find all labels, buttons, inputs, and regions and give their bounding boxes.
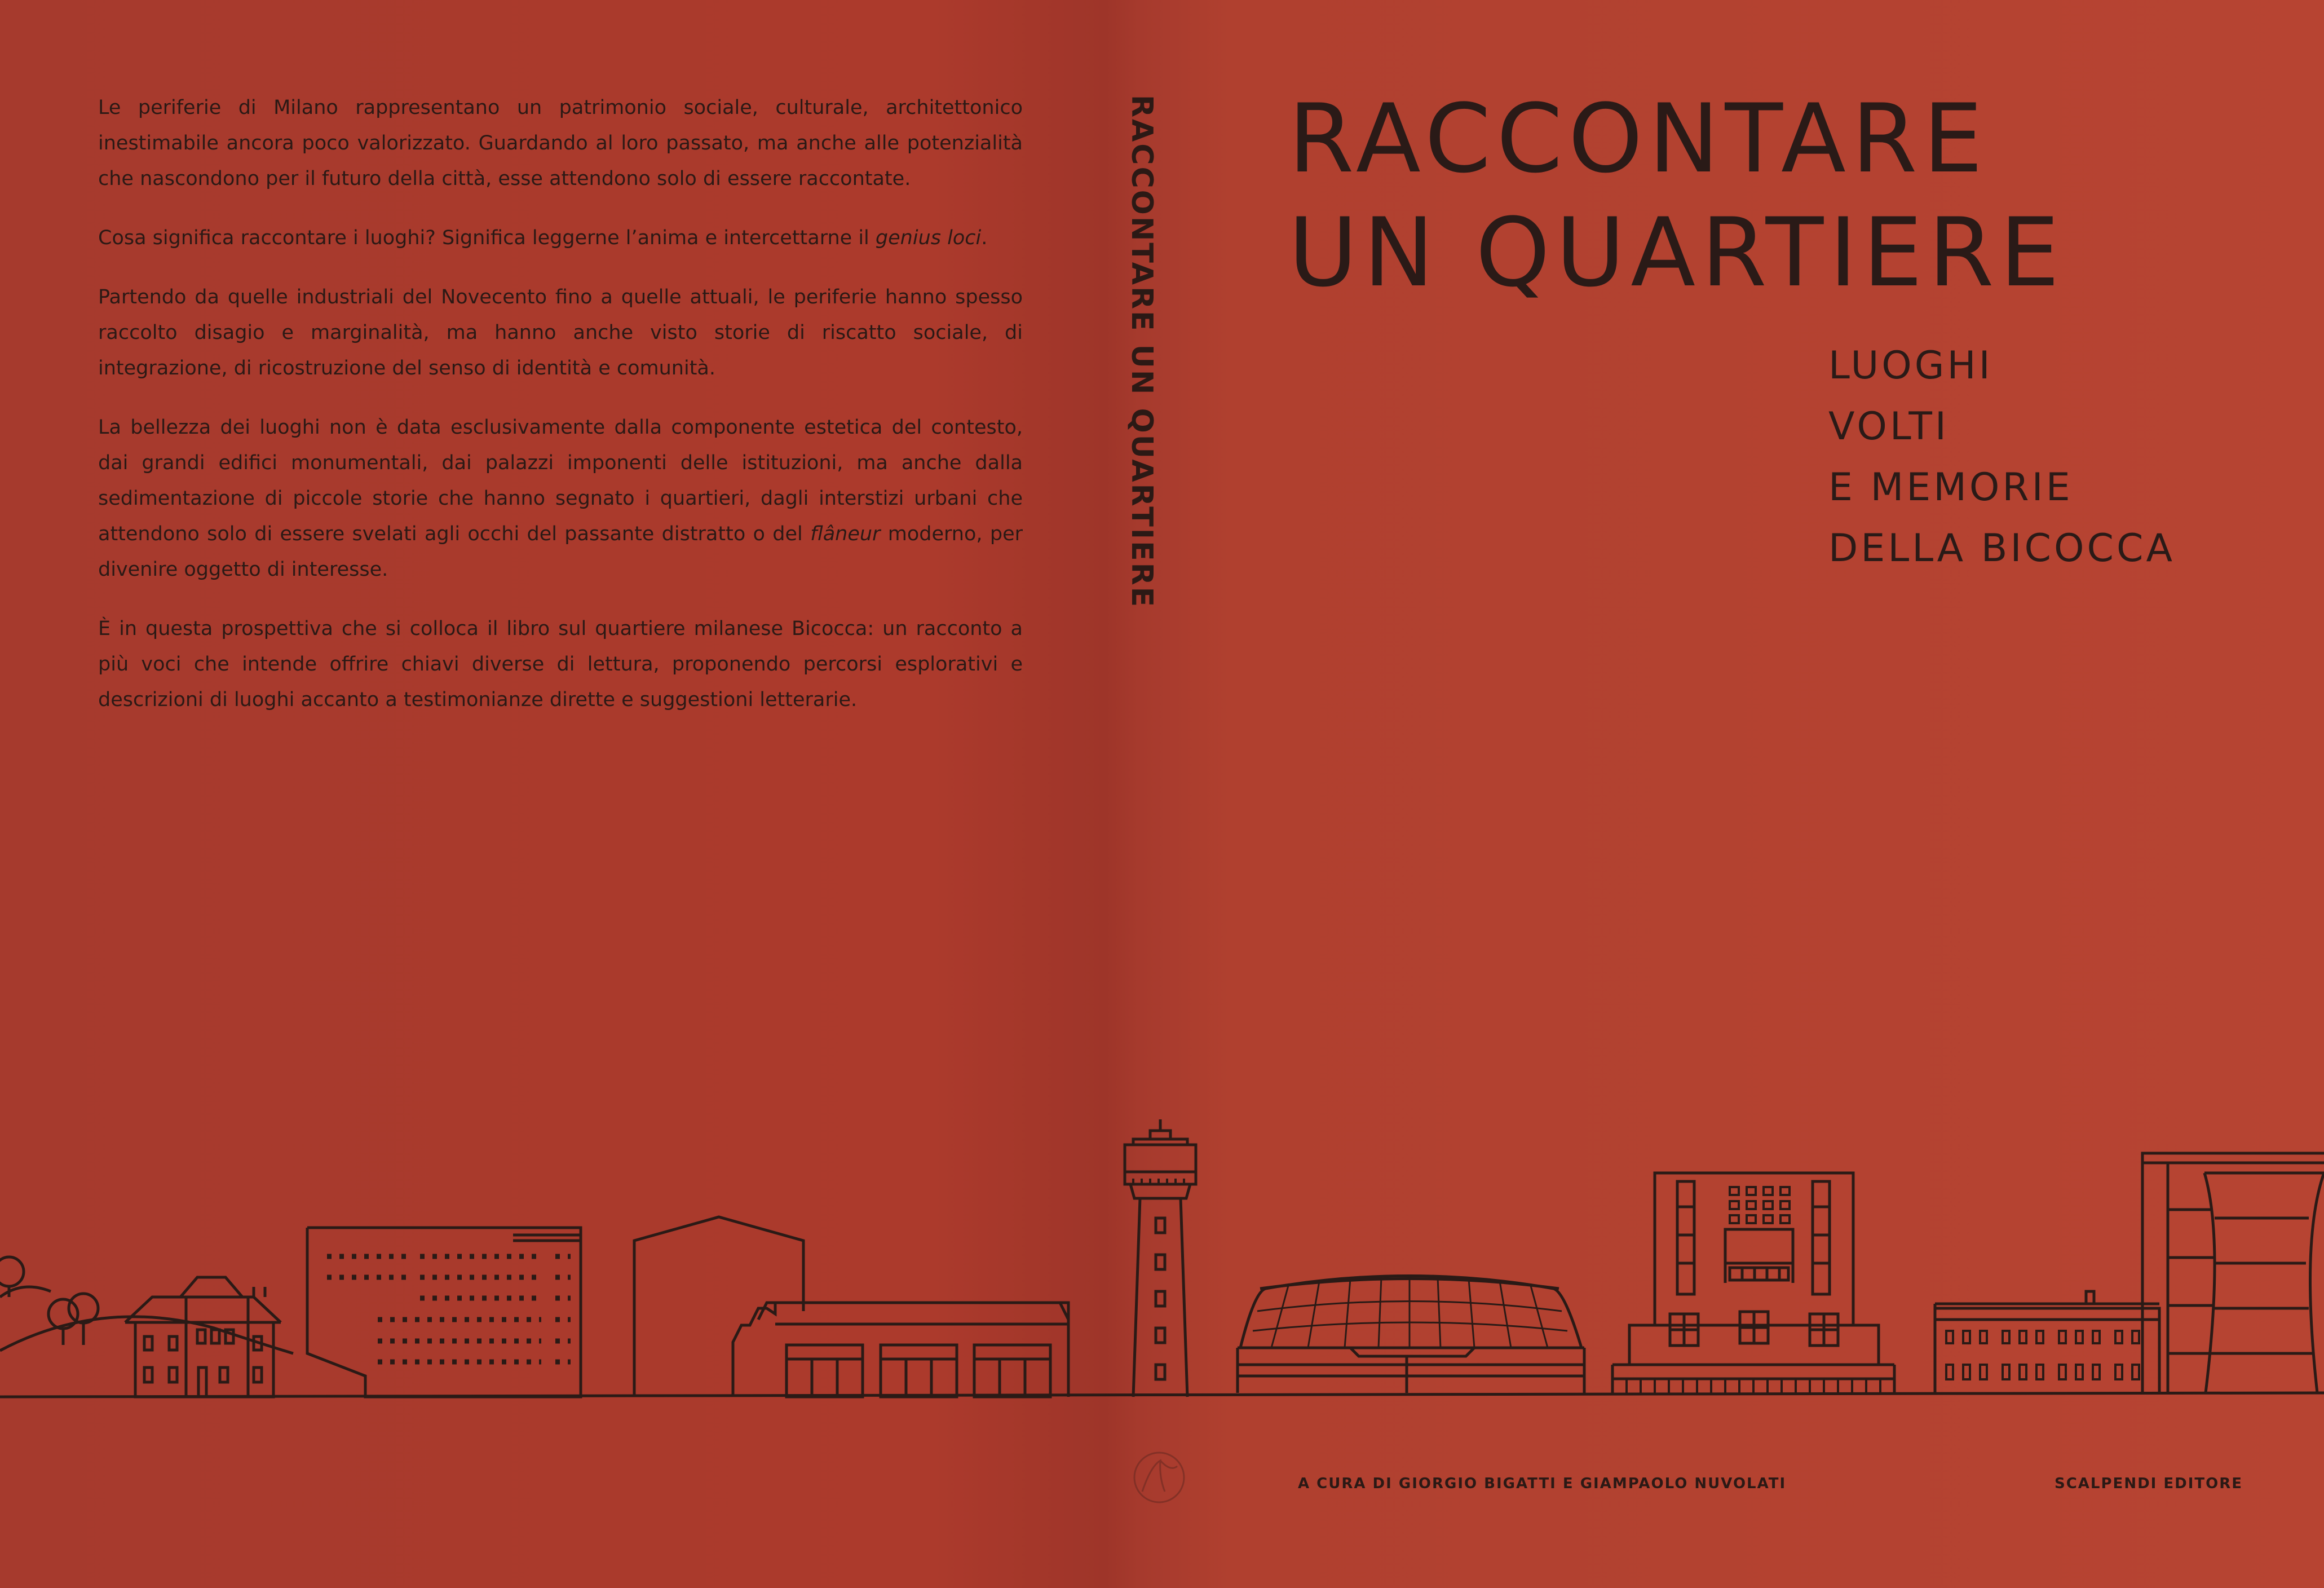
spine-title-text: RACCONTARE UN QUARTIERE xyxy=(1125,95,1159,609)
publisher-logo-icon xyxy=(1125,1444,1193,1511)
blurb-paragraph-5: È in questa prospettiva che si colloca il libro sul quartiere milanese Bicocca: un racconto a più voci che intende offrire chiavi diverse di lettura, proponendo percorsi esplorativi e descrizioni di luoghi accanto a testimonianze dirette e suggestioni letterarie. xyxy=(98,617,1023,711)
tower-building-icon xyxy=(1612,1173,1894,1393)
villa-building-icon xyxy=(125,1277,281,1397)
subtitle-line-2: VOLTI xyxy=(1828,404,1949,449)
subtitle-line-4: DELLA BICOCCA xyxy=(1828,526,2175,571)
blurb-paragraph-1: Le periferie di Milano rappresentano un patrimonio sociale, culturale, architettonico inestimabile ancora poco valorizzato. Guardando al loro passato, ma anche alle potenzialità che nascondono per il futuro della città, esse attendono solo di essere raccontate. xyxy=(98,96,1023,190)
subtitle-line-1: LUOGHI xyxy=(1828,343,1993,388)
title-line-1: RACCONTARE xyxy=(1288,83,1989,194)
blurb-paragraph-3: Partendo da quelle industriali del Novecento fino a quelle attuali, le periferie hanno spesso raccolto disagio e marginalità, ma hanno anche visto storie di riscatto sociale, di integrazione, di ricostruzione del senso di identità e comunità. xyxy=(98,286,1023,380)
editors-credit: A CURA DI GIORGIO BIGATTI E GIAMPAOLO NUVOLATI xyxy=(1298,1475,1787,1492)
water-tower-icon xyxy=(1125,1119,1196,1397)
blurb-paragraph-2: Cosa significa raccontare i luoghi? Significa leggerne l’anima e intercettarne il genius loci. xyxy=(98,227,988,249)
hangar-building-icon xyxy=(634,1217,803,1397)
cooling-tower-building-icon xyxy=(2142,1153,2324,1393)
modern-office-building-icon xyxy=(307,1228,581,1397)
ground-line xyxy=(0,1393,2324,1397)
arena-building-icon xyxy=(1238,1276,1584,1393)
subtitle-line-3: E MEMORIE xyxy=(1828,465,2073,510)
publisher-name: SCALPENDI EDITORE xyxy=(2055,1475,2243,1492)
title-line-2: UN QUARTIERE xyxy=(1288,197,2065,308)
factory-sheds-icon xyxy=(733,1303,1068,1397)
blurb-paragraph-4: La bellezza dei luoghi non è data esclusivamente dalla componente estetica del contesto, dai grandi edifici monumentali, dai palazzi imponenti delle istituzioni, ma anche dalla sedimentazione di piccole storie che hanno segnato i quartieri, dagli interstizi urbani che attendono solo di essere svelati agli occhi del passante distratto o del flâneur moderno, per divenire oggetto di interesse. xyxy=(98,416,1023,581)
historic-row-building-icon xyxy=(1935,1291,2159,1393)
